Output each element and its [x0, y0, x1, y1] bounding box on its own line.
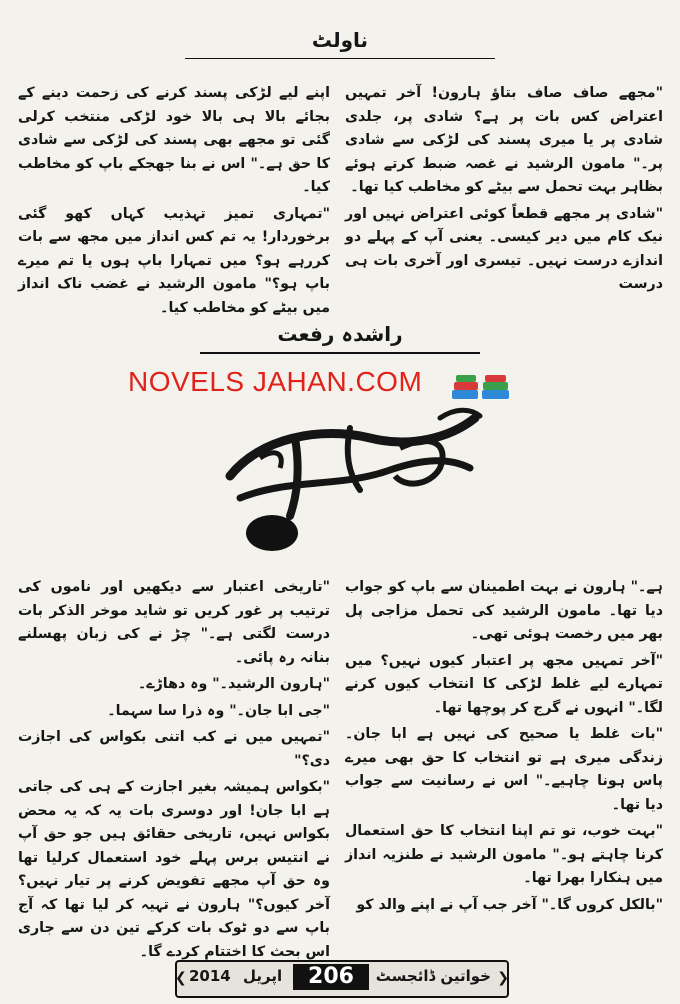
paragraph: "بات غلط یا صحیح کی نہیں ہے ابا جان۔ زندگی میری ہے تو انتخاب کا حق بھی میرے پاس ہونا چاہیے۔" اس نے رسانیت سے جواب دیا تھا۔	[345, 726, 663, 813]
page-number: 206	[293, 964, 369, 990]
paragraph: "مجھے صاف صاف بتاؤ ہارون! آخر تمہیں اعتراض کس بات پر ہے؟ شادی پر، جلدی شادی پر یا میری پسند کی لڑکی سے شادی پر۔" مامون الرشید نے غصہ ضبط کرتے ہوئے بظاہر بہت تحمل سے بیٹے کو مخاطب کیا تھا۔	[345, 85, 663, 195]
paragraph: اپنے لیے لڑکی پسند کرنے کی زحمت دینے کے بجائے بالا ہی بالا خود لڑکی منتخب کرلی گئی تو مجھے بھی پسند کی لڑکی سے شادی کا حق ہے۔" اس نے بنا جھجکے باپ کو مخاطب کیا۔	[18, 85, 330, 195]
top-left-column	[18, 82, 330, 323]
paragraph: "تمہیں میں نے کب اتنی بکواس کی اجازت دی؟"	[18, 729, 330, 769]
paragraph: "بالکل کروں گا۔" آخر جب آپ نے اپنے والد کو	[356, 896, 663, 913]
footer-year: 2014	[189, 967, 231, 985]
bottom-right-column	[345, 576, 663, 920]
footer-month: اپریل	[243, 967, 283, 985]
paragraph: ہے۔" ہارون نے بہت اطمینان سے باپ کو جواب دیا تھا۔ مامون الرشید کی تحمل مزاجی پل بھر میں رخصت ہوئی تھی۔	[345, 579, 663, 642]
paragraph: "شادی پر مجھے قطعاً کوئی اعتراض نہیں اور نیک کام میں دیر کیسی۔ یعنی آپ کے پہلے دو اندازے درست نہیں۔ تیسری اور آخری بات ہی درست	[345, 205, 663, 292]
paragraph: "تمہاری تمیز تہذیب کہاں کھو گئی برخوردار! یہ تم کس انداز میں مجھ سے بات کررہے ہو؟ میں تمہارا باپ ہوں یا تم میرے باپ ہو؟" مامون الرشید نے غضب ناک انداز میں بیٹے کو مخاطب کیا۔	[18, 205, 330, 316]
magazine-name: خواتین ڈائجسٹ	[375, 967, 491, 985]
paragraph: "آخر تمہیں مجھ پر اعتبار کیوں نہیں؟ میں تمہارے لیے غلط لڑکی کا انتخاب کیوں کرنے لگا۔" انہوں نے گرج کر پوچھا تھا۔	[345, 652, 663, 716]
paragraph: "جی ابا جان۔" وہ ذرا سا سہما۔	[107, 702, 330, 719]
paragraph: "بہت خوب، تو تم اپنا انتخاب کا حق استعمال کرنا چاہتے ہو۔" مامون الرشید نے طنزیہ انداز میں ہنکارا بھرا تھا۔	[345, 823, 663, 886]
author-name: راشدہ رفعت	[277, 322, 403, 346]
header-rule	[185, 58, 495, 59]
ornament-icon: ❮	[175, 970, 187, 986]
paragraph: "بکواس ہمیشہ بغیر اجازت کے ہی کی جاتی ہے ابا جان! اور دوسری بات یہ کہ یہ محض بکواس نہیں، تاریخی حقائق ہیں جو حق آپ نے انتیس برس پہلے خود استعمال کرلیا تھا وہ حق آپ مجھے تفویض کرنے پر تیار نہیں؟ آخر کیوں؟" ہارون نے تہیہ کر لیا تھا کہ آج باپ سے دو ٹوک بات کرکے تین دن سے جاری اس بحث کا اختتام کردے گا۔	[18, 779, 330, 960]
paragraph: "تاریخی اعتبار سے دیکھیں اور ناموں کی ترتیب پر غور کریں تو شاید موخر الذکر بات درست لگتی ہے۔" چڑ نے کی زبان پھسلنے بنانہ رہ پائی۔	[18, 579, 330, 666]
ornament-icon: ❯	[497, 970, 509, 986]
page-footer	[175, 960, 509, 998]
bottom-left-column	[18, 576, 330, 967]
paragraph: "ہارون الرشید۔" وہ دھاڑے۔	[138, 676, 330, 692]
novel-title-calligraphy	[200, 398, 490, 558]
watermark-text: NOVELS JAHAN.COM	[128, 366, 423, 397]
author-rule	[200, 352, 480, 354]
section-title: ناولٹ	[311, 28, 369, 52]
top-right-column	[345, 82, 663, 300]
